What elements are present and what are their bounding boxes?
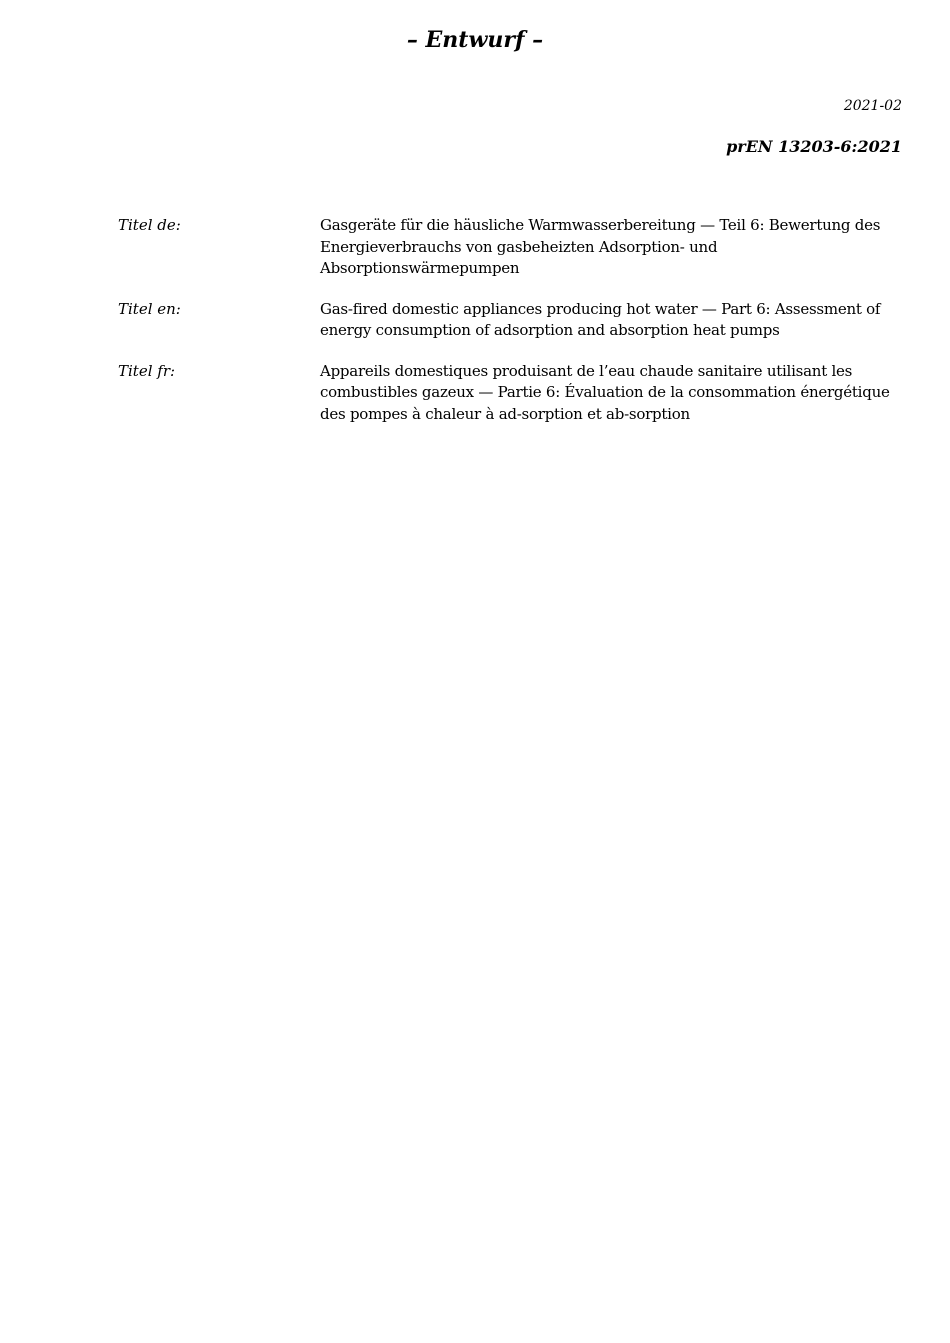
- title-text-en: Gas-fired domestic appliances producing hot water — Part 6: Assessment of energy consumption of adsorption and absorption heat pumps: [320, 299, 881, 339]
- title-label-fr: Titel fr:: [118, 361, 176, 380]
- document-date: 2021-02: [843, 98, 902, 114]
- title-row-fr: [118, 361, 902, 426]
- title-row-de: [118, 215, 902, 280]
- document-number: prEN 13203-6:2021: [726, 137, 902, 156]
- title-text-fr: Appareils domestiques produisant de l’eau chaude sanitaire utilisant les combustibles gazeux — Partie 6: Évaluation de la consommation énergétique des pompes à chaleur à ad-sorption et ab-sorption: [320, 361, 890, 423]
- draft-heading: – Entwurf –: [406, 27, 544, 53]
- title-label-en: Titel en:: [118, 299, 181, 318]
- title-row-en: [118, 299, 902, 342]
- title-label-de: Titel de:: [118, 216, 181, 234]
- title-block: [118, 215, 902, 444]
- title-text-de: Gasgeräte für die häusliche Warmwasserbereitung — Teil 6: Bewertung des Energieverbrauchs von gasbeheizten Adsorption- und Absorptionswärmepumpen: [320, 216, 881, 277]
